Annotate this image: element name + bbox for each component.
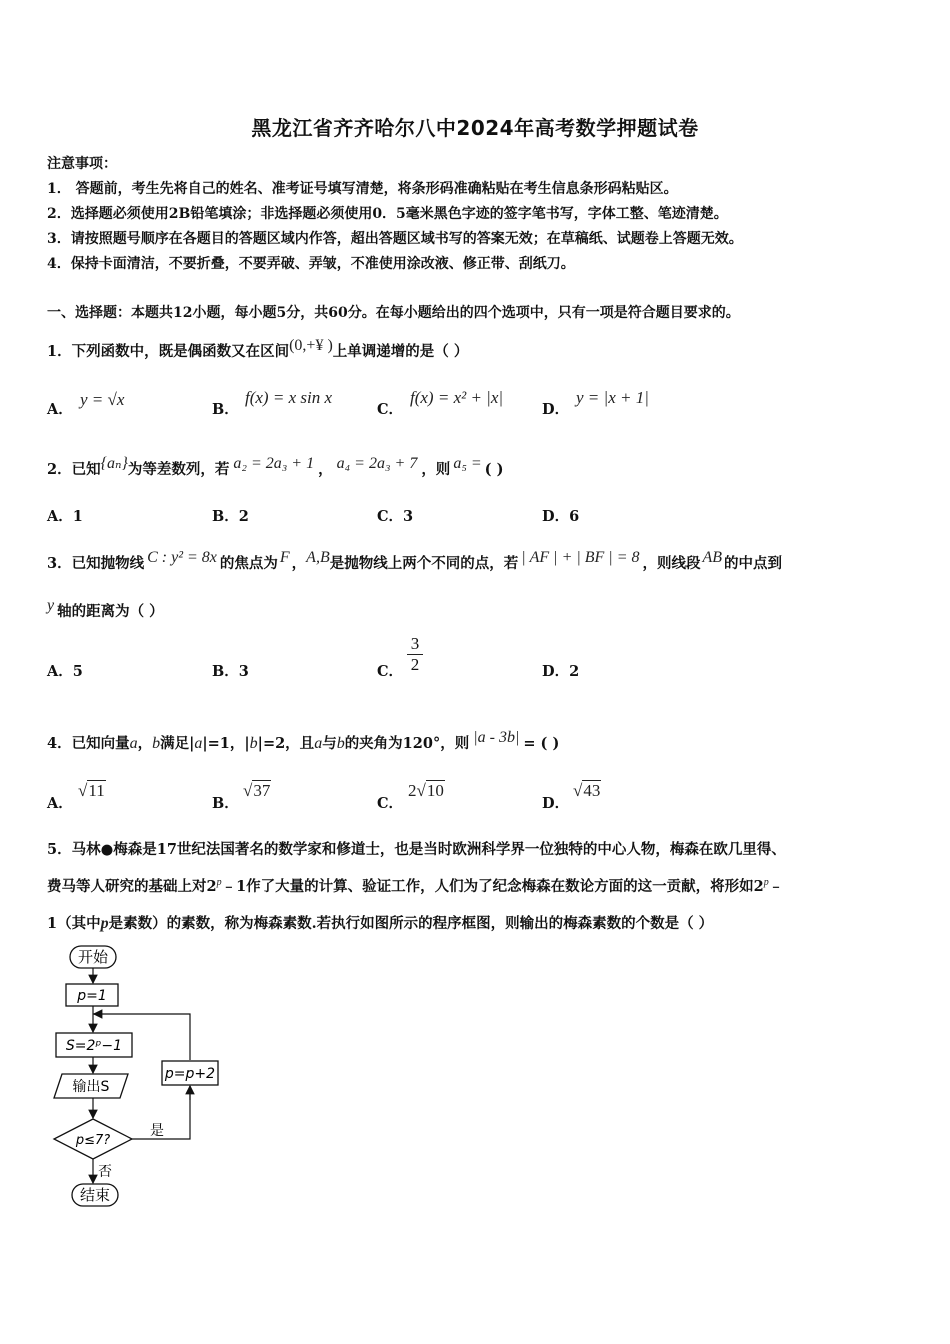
q1-label-b: B． [212,401,239,418]
question-2-stem [47,455,504,479]
q1-label-d: D． [542,401,570,418]
q1-text-a: 1．下列函数中，既是偶函数又在区间 [47,343,290,360]
question-5-line-2 [47,875,783,896]
q4-vec-b: b [152,735,161,752]
q4-vec-a3: a [314,735,323,752]
q4-text-e: 与 [322,735,337,752]
q5-text-2b: ﹣1作了大量的计算、验证工作，人们为了纪念梅森在数论方面的这一贡献，将形如2 [221,878,764,895]
flowchart [40,940,240,1215]
flow-output-text: 输出S [72,1079,110,1095]
q4-radicand-c: 10 [426,781,444,800]
q4-text-f: 的夹角为120°，则 [344,735,470,752]
q4-vec-b3: b [336,735,345,752]
q4-option-b: √37 [243,781,271,800]
q1-text-b: 上单调递增的是（ ） [332,343,469,360]
q1-option-b: f(x) = x sin x [245,388,332,407]
question-4-stem [47,729,560,753]
q2-text-b: 为等差数列，若 [127,461,230,478]
q3-text-f: 的中点到 [724,555,783,572]
q2-text-d: ( ) [484,461,504,478]
q3-value-b: 3 [238,663,249,680]
notice-item-1: 1． 答题前，考生先将自己的姓名、准考证号填写清楚，将条形码准确粘贴在考生信息条形码粘贴区。 [47,181,678,197]
q5-text-2c: ﹣ [768,878,784,895]
q3-text-b: 的焦点为 [219,555,278,572]
q3-parabola: C : y² = 8x [147,549,217,566]
q2-option-a [47,505,83,526]
q4-vec-b2: b [249,735,258,752]
flow-update-text: p=p+2 [164,1066,216,1082]
q2-ask: a₅ = [453,455,482,472]
flow-compute-text: S=2ᵖ−1 [65,1038,123,1054]
q2-value-d: 6 [569,508,580,525]
q2-eq2: a₄ = 2a₃ + 7 [336,455,418,472]
notice-item-4: 4．保持卡面清洁，不要折叠，不要弄破、弄皱，不准使用涂改液、修正带、刮纸刀。 [47,256,575,272]
q2-option-d [542,505,579,526]
q5-text-3a: 1（其中 [47,915,101,932]
q4-sep: ， [137,735,153,752]
notice-item-2: 2．选择题必须使用2B铅笔填涂；非选择题必须使用0．5毫米黑色字迹的签字笔书写，字体工整、笔迹清楚。 [47,206,728,222]
q1-option-c: f(x) = x² + |x| [410,388,504,407]
q4-coef-c: 2 [408,781,417,800]
flow-no-label: 否 [98,1164,112,1180]
q2-option-b [212,505,249,526]
q3-text-e: ，则线段 [642,555,701,572]
q4-expression: |a - 3b| [473,729,520,746]
q2-label-b: B． [212,508,239,525]
q3-frac-den: 2 [410,655,420,674]
q4-label-b: B． [212,795,239,812]
q3-label-d: D． [542,663,570,680]
q3-text-g: 轴的距离为（ ） [57,603,164,620]
q3-text-c: ， [291,555,307,572]
q3-option-a [47,660,83,681]
flow-init-text: p=1 [77,988,107,1004]
notice-item-3: 3．请按照题号顺序在各题目的答题区域内作答，超出答题区域书写的答案无效；在草稿纸、试题卷上答题无效。 [47,231,743,247]
q3-axis: y [47,597,55,614]
q2-value-b: 2 [238,508,249,525]
q1-label-a: A． [47,401,73,418]
q3-text-a: 3．已知抛物线 [47,555,145,572]
q2-option-c [377,505,413,526]
q3-label-c: C． [377,663,404,680]
q4-option-c: 2√10 [408,781,444,800]
q4-radicand-b: 37 [253,781,271,800]
q4-label-a: A． [47,795,73,812]
flow-decision-text: p≤7? [75,1133,111,1148]
q5-text-2a: 费马等人研究的基础上对2 [47,878,217,895]
question-5-line-1: 5．马林●梅森是17世纪法国著名的数学家和修道士，也是当时欧洲科学界一位独特的中心人物，梅森在欧几里得、 [47,841,786,858]
q2-text-c: ，则 [421,461,451,478]
q3-focus: F [279,549,290,566]
q4-label-c: C． [377,795,404,812]
q4-radicand-d: 43 [583,781,601,800]
q3-label-a: A． [47,663,73,680]
q2-label-a: A． [47,508,73,525]
q3-value-d: 2 [569,663,580,680]
question-3-stem [47,549,783,573]
q4-vec-a: a [129,735,138,752]
q4-text-g: = ( ) [523,735,560,752]
q3-option-b [212,660,249,681]
flow-start-text: 开始 [77,948,109,966]
q3-points: A,B [306,549,330,566]
q2-value-c: 3 [403,508,414,525]
q1-label-c: C． [377,401,404,418]
q4-option-d: √43 [573,781,601,800]
q2-sequence: {aₙ} [100,455,128,472]
q2-label-d: D． [542,508,570,525]
page-title: 黑龙江省齐齐哈尔八中2024年高考数学押题试卷 [251,116,699,140]
section-heading: 一、选择题：本题共12小题，每小题5分，共60分。在每小题给出的四个选项中，只有一项是符合题目要求的。 [47,305,740,321]
q3-label-b: B． [212,663,239,680]
q4-text-d: |=2，且 [257,735,315,752]
q1-option-a: y = √x [80,390,125,409]
q3-segment: AB [702,549,723,566]
q2-comma: ， [318,461,333,478]
q2-eq1: a₂ = 2a₃ + 1 [233,455,315,472]
question-1-stem [47,337,469,361]
q1-option-d: y = |x + 1| [576,388,649,407]
q4-text-b: 满足| [160,735,195,752]
q4-label-d: D． [542,795,570,812]
q3-value-a: 5 [72,663,83,680]
q4-text-a: 4．已知向量 [47,735,130,752]
q4-text-c: |=1，| [202,735,250,752]
notice-heading: 注意事项： [47,156,117,172]
q3-condition: | AF | + | BF | = 8 [521,549,640,566]
question-3-stem-cont [47,597,164,621]
flow-end-text: 结束 [79,1186,111,1204]
q4-option-a: √11 [78,781,105,800]
q3-frac-num: 3 [407,634,423,655]
q1-interval: (0,+¥ ) [289,337,333,354]
question-5-line-3 [47,912,713,933]
q4-vec-a2: a [194,735,203,752]
q2-label-c: C． [377,508,404,525]
q5-text-3b: 是素数）的素数，称为梅森素数.若执行如图所示的程序框图，则输出的梅森素数的个数是（ ） [108,915,714,932]
q2-text-a: 2．已知 [47,461,101,478]
q2-value-a: 1 [72,508,83,525]
q3-option-d [542,660,579,681]
q5-sup-p2: p [763,877,769,889]
q4-radicand-a: 11 [88,781,105,800]
q5-p-var: p [100,915,109,932]
q3-text-d: 是抛物线上两个不同的点，若 [329,555,519,572]
q3-fraction-c [407,634,423,675]
q5-sup-p1: p [216,877,222,889]
flow-yes-label: 是 [150,1123,164,1139]
